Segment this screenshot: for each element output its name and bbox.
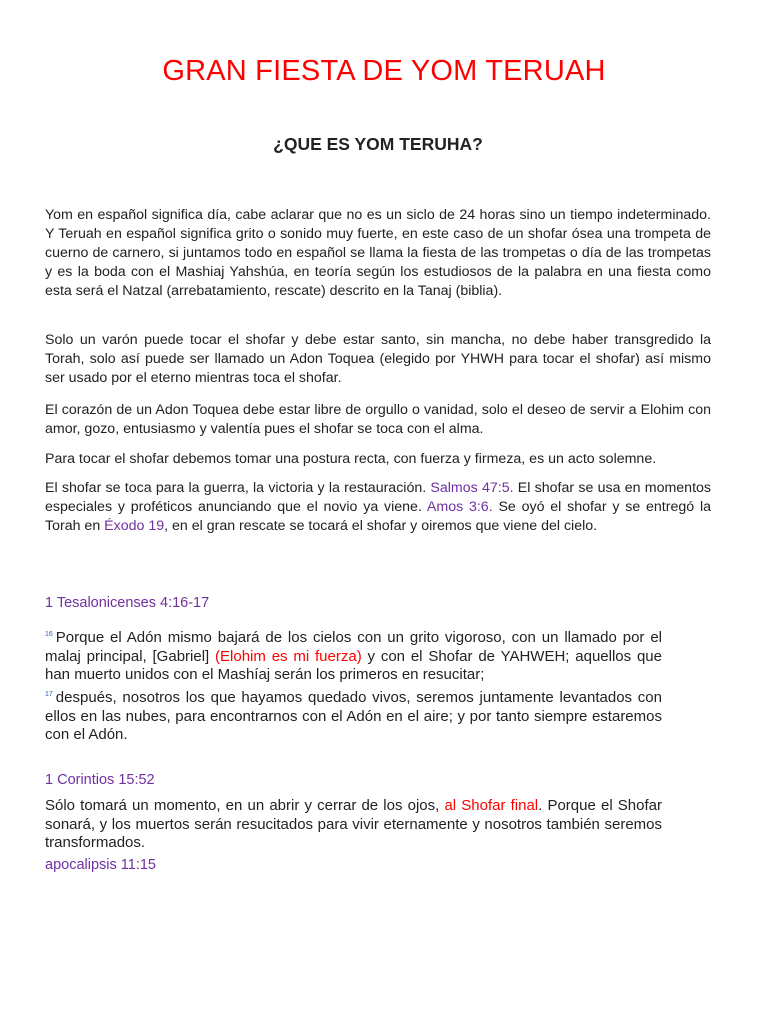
- verse-number-16[interactable]: 16: [45, 631, 53, 638]
- verse-16-text-b: y con el Shofar de YAHWEH; aquellos que han muerto unidos con el Mashíaj serán los primeros en resucitar;: [45, 647, 662, 683]
- verse-16-text-a: Porque el Adón mismo bajará de los cielos con un grito vigoroso, con un llamado por el malaj principal, [Gabriel]: [45, 629, 662, 665]
- section-subtitle: ¿QUE ES YOM TERUHA?: [273, 134, 483, 154]
- reference-heading-apocalipsis: apocalipsis 11:15: [45, 857, 156, 873]
- paragraph-heart: El corazón de un Adon Toquea debe estar libre de orgullo o vanidad, solo el deseo de servir a Elohim con amor, gozo, entusiasmo y valentía pues el shofar se toca con el alma.: [45, 402, 711, 437]
- paragraph-posture: Para tocar el shofar debemos tomar una postura recta, con fuerza y firmeza, es un acto solemne.: [45, 451, 657, 467]
- ref-exodo-link[interactable]: Éxodo 19: [104, 518, 165, 534]
- paragraph-purpose: [45, 479, 711, 536]
- ref-amos-link[interactable]: Amos 3:6.: [426, 499, 493, 515]
- document-title: GRAN FIESTA DE YOM TERUAH: [162, 55, 606, 87]
- ref-salmos-link[interactable]: Salmos 47:5.: [430, 480, 514, 496]
- verse-16-emphasis: (Elohim es mi fuerza): [215, 647, 362, 665]
- purpose-text-c: Se oyó el shofar y se entregó la Torah en: [45, 499, 711, 534]
- paragraph-corintios: [45, 797, 662, 853]
- verse-16: [45, 626, 662, 685]
- purpose-text-b: El shofar se usa en momentos especiales y proféticos anunciando que el novio ya viene.: [45, 480, 711, 515]
- paragraph-shofar-player: Solo un varón puede tocar el shofar y debe estar santo, sin mancha, no debe haber transgredido la Torah, solo así puede ser llamado un Adon Toquea (elegido por YHWH para tocar el shofar) así mismo ser usado por el eterno mientras toca el shofar.: [45, 332, 711, 386]
- paragraph-intro: Yom en español significa día, cabe aclarar que no es un siclo de 24 horas sino un tiempo indeterminado. Y Teruah en español significa grito o sonido muy fuerte, en este caso de un shofar ósea una trompeta de cuerno de carnero, si juntamos todo en español se llama la fiesta de las trompetas o día de las trompetas y es la boda con el Mashiaj Yahshúa, en teoría según los estudiosos de la palabra en una fiesta como esta será el Natzal (arrebatamiento, rescate) descrito en la Tanaj (biblia).: [45, 207, 711, 299]
- purpose-text-a: El shofar se toca para la guerra, la victoria y la restauración.: [45, 480, 431, 496]
- corintios-text-a: Sólo tomará un momento, en un abrir y cerrar de los ojos,: [45, 797, 445, 814]
- reference-heading-corintios: 1 Corintios 15:52: [45, 772, 155, 788]
- verse-17: [45, 686, 662, 745]
- reference-heading-tesalonicenses: 1 Tesalonicenses 4:16-17: [45, 595, 210, 611]
- corintios-text-b: . Porque el Shofar sonará, y los muertos serán resucitados para vivir eternamente y nosotros también seremos transformados.: [45, 797, 662, 851]
- purpose-text-d: , en el gran rescate se tocará el shofar y oiremos que viene del cielo.: [164, 518, 598, 534]
- corintios-emphasis: al Shofar final: [444, 797, 539, 814]
- verse-17-text: después, nosotros los que hayamos quedado vivos, seremos juntamente levantados con ellos en las nubes, para encontrarnos con el Adón en el aire; y por tanto siempre estaremos con el Adón.: [45, 689, 662, 743]
- verse-number-17[interactable]: 17: [45, 691, 53, 698]
